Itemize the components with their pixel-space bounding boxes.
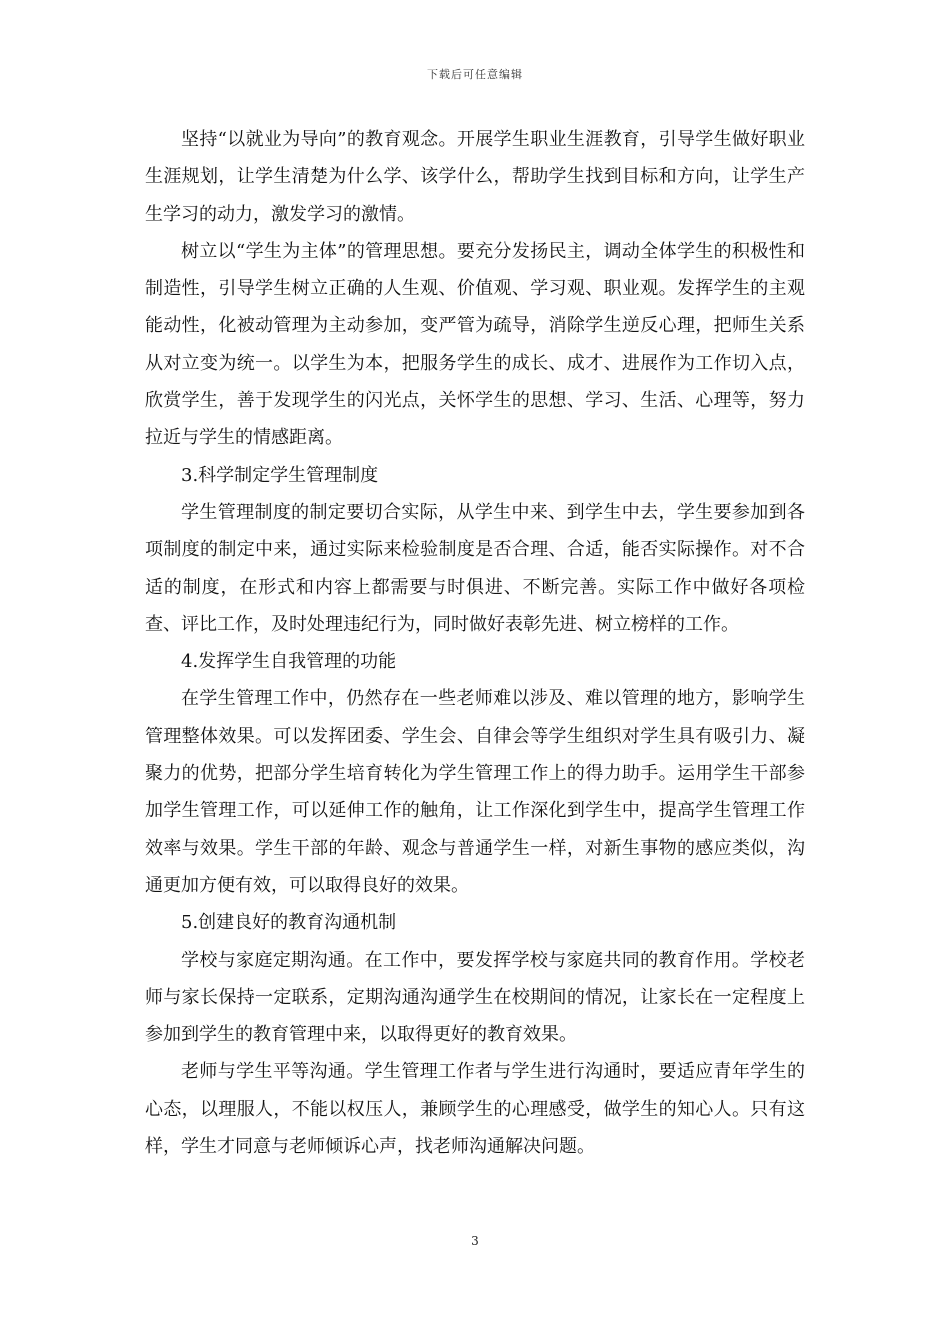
- paragraph-employment-orientation: 坚持“以就业为导向”的教育观念。开展学生职业生涯教育，引导学生做好职业生涯规划，让学生清楚为什么学、该学什么，帮助学生找到目标和方向，让学生产生学习的动力，激发学习的激情。: [145, 129, 805, 225]
- document-body: [145, 121, 805, 1165]
- paragraph-school-family: 学校与家庭定期沟通。在工作中，要发挥学校与家庭共同的教育作用。学校老师与家长保持一定联系，定期沟通沟通学生在校期间的情况，让家长在一定程度上参加到学生的教育管理中来，以取得更好的教育效果。: [145, 949, 805, 1046]
- section-heading-5: 5.创建良好的教育沟通机制: [181, 912, 397, 934]
- paragraph-self-management: 在学生管理工作中，仍然存在一些老师难以涉及、难以管理的地方，影响学生管理整体效果。可以发挥团委、学生会、自律会等学生组织对学生具有吸引力、凝聚力的优势，把部分学生培育转化为学生管理工作上的得力助手。运用学生干部参加学生管理工作，可以延伸工作的触角，让工作深化到学生中，提高学生管理工作效率与效果。学生干部的年龄、观念与普通学生一样，对新生事物的感应类似，沟通更加方便有效，可以取得良好的效果。: [145, 688, 805, 896]
- page-number: 3: [471, 1234, 479, 1248]
- section-heading-3: 3.科学制定学生管理制度: [181, 464, 379, 486]
- page-header: 下载后可任意编辑: [427, 68, 523, 81]
- paragraph-teacher-student: 老师与学生平等沟通。学生管理工作者与学生进行沟通时，要适应青年学生的心态，以理服人，不能以权压人，兼顾学生的心理感受，做学生的知心人。只有这样，学生才同意与老师倾诉心声，找老师沟通解决问题。: [145, 1061, 805, 1158]
- paragraph-management-system: 学生管理制度的制定要切合实际，从学生中来、到学生中去，学生要参加到各项制度的制定中来，通过实际来检验制度是否合理、合适，能否实际操作。对不合适的制度，在形式和内容上都需要与时俱进、不断完善。实际工作中做好各项检查、评比工作，及时处理违纪行为，同时做好表彰先进、树立榜样的工作。: [145, 501, 805, 635]
- paragraph-student-centered: 树立以“学生为主体”的管理思想。要充分发扬民主，调动全体学生的积极性和制造性，引导学生树立正确的人生观、价值观、学习观、职业观。发挥学生的主观能动性，化被动管理为主动参加，变严管为疏导，消除学生逆反心理，把师生关系从对立变为统一。以学生为本，把服务学生的成长、成才、进展作为工作切入点，欣赏学生，善于发现学生的闪光点，关怀学生的思想、学习、生活、心理等，努力拉近与学生的情感距离。: [145, 240, 805, 449]
- section-heading-4: 4.发挥学生自我管理的功能: [181, 651, 397, 673]
